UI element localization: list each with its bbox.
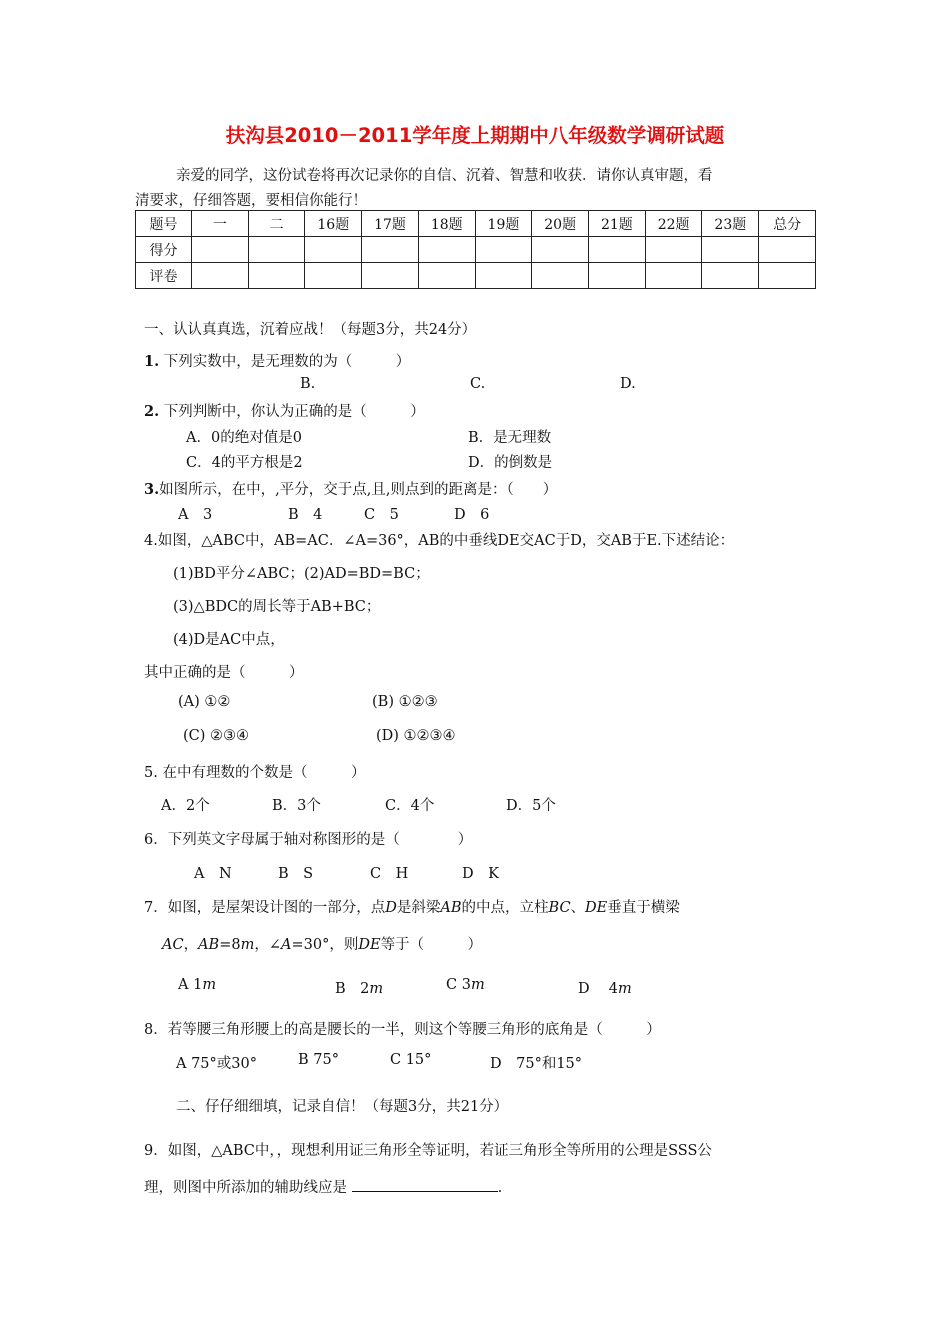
question-number: 1. xyxy=(144,353,160,370)
question-7-line-2 xyxy=(162,933,482,954)
q6-option-d: D K xyxy=(462,866,499,882)
header-cell: 18题 xyxy=(418,211,475,237)
q3-option-a: A 3 xyxy=(178,507,213,523)
q7-option-a xyxy=(178,977,216,993)
question-9-line-1: 9．如图，△ABC中，，现想利用证三角形全等证明，若证三角形全等所用的公理是SSS公 xyxy=(144,1143,712,1159)
header-cell: 总分 xyxy=(759,211,816,237)
header-cell: 23题 xyxy=(702,211,759,237)
score-cell xyxy=(248,237,305,263)
q6-option-a: A N xyxy=(194,866,232,882)
grader-cell xyxy=(475,263,532,289)
q3-option-c: C 5 xyxy=(364,507,399,523)
option-label: B 2 xyxy=(335,981,370,997)
grader-cell xyxy=(362,263,419,289)
text-segment: 垂直于横梁 xyxy=(607,900,680,916)
q2-option-d: D．的倒数是 xyxy=(468,455,553,471)
unit-m: m xyxy=(617,981,632,997)
question-stem: 如图所示，在中，,平分，交于点,且,则点到的距离是：（ ） xyxy=(159,482,558,498)
exam-title: 扶沟县2010－2011学年度上期期中八年级数学调研试题 xyxy=(225,124,725,147)
question-number: 3. xyxy=(144,481,160,498)
var-a: A xyxy=(281,937,292,953)
text-segment: 是斜梁 xyxy=(396,900,441,916)
q4-option-b: (B) ①②③ xyxy=(372,694,438,710)
score-row xyxy=(136,237,816,263)
unit-m: m xyxy=(369,981,384,997)
grader-cell xyxy=(418,263,475,289)
var-d: D xyxy=(385,900,397,916)
option-label: C 3 xyxy=(446,977,471,993)
text-segment: 7．如图，是屋架设计图的一部分，点 xyxy=(144,900,386,916)
question-9-line-2 xyxy=(144,1176,502,1197)
q3-option-b: B 4 xyxy=(288,507,323,523)
text-segment: =30°，则 xyxy=(291,937,359,953)
text-segment: 、 xyxy=(570,900,586,916)
score-cell xyxy=(759,237,816,263)
grader-cell xyxy=(532,263,589,289)
grader-cell xyxy=(645,263,702,289)
q5-option-c: C．4个 xyxy=(385,798,435,814)
score-table xyxy=(135,210,816,289)
grader-row xyxy=(136,263,816,289)
header-cell: 21题 xyxy=(589,211,646,237)
grader-cell xyxy=(305,263,362,289)
var-ab: AB xyxy=(198,937,220,953)
score-cell xyxy=(192,237,249,263)
score-table-header-row xyxy=(136,211,816,237)
question-5-stem: 5. 在中有理数的个数是（ ） xyxy=(144,765,366,781)
grader-cell xyxy=(248,263,305,289)
q7-option-d xyxy=(578,977,632,998)
grader-cell xyxy=(702,263,759,289)
option-label: D 4 xyxy=(578,981,618,997)
question-8-stem: 8．若等腰三角形腰上的高是腰长的一半，则这个等腰三角形的底角是（ ） xyxy=(144,1022,661,1038)
q7-option-b xyxy=(335,977,383,998)
grader-cell xyxy=(759,263,816,289)
score-cell xyxy=(702,237,759,263)
question-stem: 下列实数中，是无理数的为（ ） xyxy=(163,354,411,370)
header-cell: 22题 xyxy=(645,211,702,237)
header-cell: 题号 xyxy=(136,211,192,237)
var-de: DE xyxy=(358,937,381,953)
grader-cell xyxy=(192,263,249,289)
question-1 xyxy=(144,350,410,371)
question-6-stem: 6．下列英文字母属于轴对称图形的是（ ） xyxy=(144,832,473,848)
q4-option-a: (A) ①② xyxy=(178,694,231,710)
answer-blank[interactable] xyxy=(352,1177,498,1192)
q5-option-a: A．2个 xyxy=(161,798,210,814)
q6-option-c: C H xyxy=(370,866,409,882)
q5-option-b: B．3个 xyxy=(272,798,321,814)
q4-option-c: (C) ②③④ xyxy=(183,728,250,744)
row-label: 得分 xyxy=(136,237,192,263)
question-4-stem: 4.如图，△ABC中，AB=AC．∠A=36°，AB的中垂线DE交AC于D，交AB于E.下述结论： xyxy=(144,533,735,549)
header-cell: 一 xyxy=(192,211,249,237)
q5-option-d: D．5个 xyxy=(506,798,556,814)
q4-statement-1-2: (1)BD平分∠ABC；(2)AD=BD=BC； xyxy=(173,566,430,582)
q8-option-a: A 75°或30° xyxy=(176,1056,257,1072)
score-cell xyxy=(532,237,589,263)
q4-ask: 其中正确的是（ ） xyxy=(144,665,304,681)
q8-option-d: D 75°和15° xyxy=(490,1056,583,1072)
text-segment: ，∠ xyxy=(254,937,281,953)
header-cell: 二 xyxy=(248,211,305,237)
option-label: A 1 xyxy=(178,977,203,993)
q1-option-b: B. xyxy=(300,376,316,392)
text-segment: . xyxy=(497,1180,503,1196)
q7-option-c xyxy=(446,977,485,993)
q8-option-c: C 15° xyxy=(390,1052,432,1068)
q3-option-d: D 6 xyxy=(454,507,490,523)
text-segment: 的中点，立柱 xyxy=(461,900,549,916)
q1-option-d: D. xyxy=(620,376,636,392)
section-1-heading: 一、认认真真选，沉着应战！（每题3分，共24分） xyxy=(144,322,477,338)
text-segment: =8 xyxy=(219,937,241,953)
var-de: DE xyxy=(585,900,608,916)
score-cell xyxy=(362,237,419,263)
var-ab: AB xyxy=(440,900,462,916)
row-label: 评卷 xyxy=(136,263,192,289)
q8-option-b: B 75° xyxy=(298,1052,339,1068)
intro-line-1: 亲爱的同学，这份试卷将再次记录你的自信、沉着、智慧和收获．请你认真审题，看 xyxy=(176,168,713,184)
grader-cell xyxy=(589,263,646,289)
score-cell xyxy=(475,237,532,263)
text-segment: 等于（ ） xyxy=(380,937,483,953)
question-3 xyxy=(144,478,557,499)
header-cell: 19题 xyxy=(475,211,532,237)
header-cell: 16题 xyxy=(305,211,362,237)
q2-option-b: B．是无理数 xyxy=(468,430,552,446)
score-cell xyxy=(645,237,702,263)
question-number: 2. xyxy=(144,403,160,420)
var-ac: AC xyxy=(162,937,184,953)
text-segment: ， xyxy=(183,937,199,953)
score-cell xyxy=(589,237,646,263)
section-2-heading: 二、仔仔细细填，记录自信！（每题3分，共21分） xyxy=(176,1099,509,1115)
unit-m: m xyxy=(240,937,255,953)
q2-option-c: C．4的平方根是2 xyxy=(186,455,303,471)
q4-statement-4: (4)D是AC中点， xyxy=(173,632,285,648)
score-cell xyxy=(418,237,475,263)
unit-m: m xyxy=(470,977,485,993)
text-segment: 理，则图中所添加的辅助线应是 xyxy=(144,1180,347,1196)
question-7-line-1 xyxy=(144,896,680,917)
q4-statement-3: (3)△BDC的周长等于AB+BC； xyxy=(173,599,381,615)
q6-option-b: B S xyxy=(278,866,314,882)
question-2 xyxy=(144,400,425,421)
unit-m: m xyxy=(202,977,217,993)
var-bc: BC xyxy=(548,900,571,916)
q2-option-a: A．0的绝对值是0 xyxy=(186,430,302,446)
header-cell: 17题 xyxy=(362,211,419,237)
q4-option-d: (D) ①②③④ xyxy=(376,728,456,744)
score-cell xyxy=(305,237,362,263)
q1-option-c: C. xyxy=(470,376,486,392)
question-stem: 下列判断中，你认为正确的是（ ） xyxy=(163,404,425,420)
intro-line-2: 清要求，仔细答题，要相信你能行！ xyxy=(135,193,367,209)
header-cell: 20题 xyxy=(532,211,589,237)
